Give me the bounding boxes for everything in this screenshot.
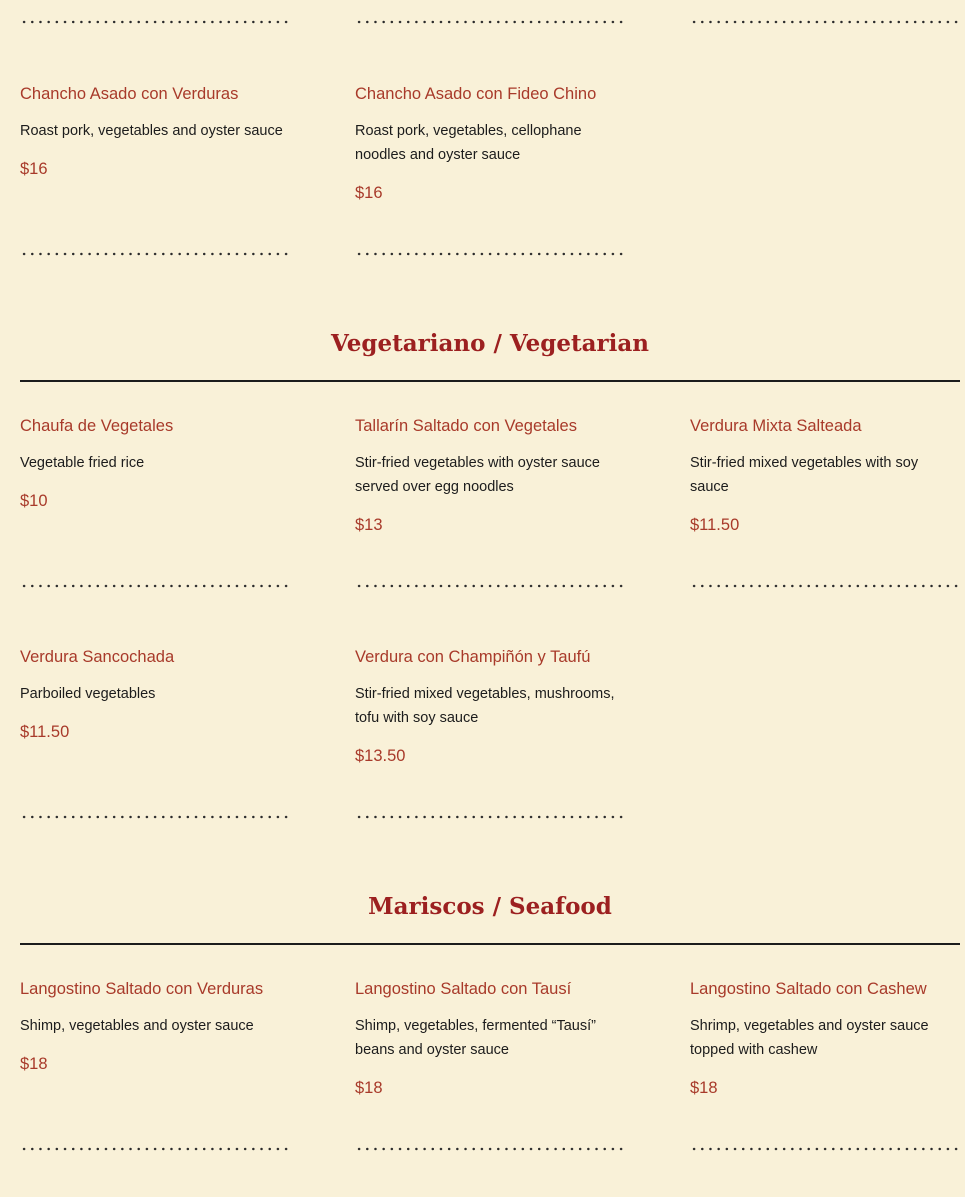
section-title-seafood: Mariscos / Seafood <box>368 893 612 920</box>
item-price: $13 <box>355 516 383 534</box>
item-name: Verdura con Champiñón y Taufú <box>355 648 591 666</box>
dotted-separator <box>690 20 960 24</box>
dotted-separator <box>355 252 625 256</box>
section-divider <box>20 943 960 945</box>
item-description: Shimp, vegetables and oyster sauce <box>20 1018 254 1034</box>
section-title-vegetarian: Vegetariano / Vegetarian <box>331 330 649 357</box>
item-name: Chaufa de Vegetales <box>20 417 174 435</box>
menu-item <box>690 979 950 1098</box>
item-price: $18 <box>20 1055 48 1073</box>
item-name: Verdura Sancochada <box>20 648 175 666</box>
item-name: Langostino Saltado con Verduras <box>20 980 264 998</box>
dotted-separator <box>20 252 290 256</box>
item-description: Roast pork, vegetables and oyster sauce <box>20 123 283 139</box>
menu-item <box>355 647 630 766</box>
item-name: Tallarín Saltado con Vegetales <box>355 417 577 435</box>
item-name: Chancho Asado con Verduras <box>20 85 239 103</box>
item-price: $16 <box>355 184 383 202</box>
dotted-separator <box>355 815 625 819</box>
item-price: $10 <box>20 492 48 510</box>
menu-item <box>355 979 625 1098</box>
item-name: Langostino Saltado con Tausí <box>355 980 572 998</box>
item-description: Shrimp, vegetables and oyster sauce topped with cashew <box>690 1018 929 1058</box>
dotted-separator <box>20 20 290 24</box>
menu-item <box>690 416 945 535</box>
menu-item <box>355 416 625 535</box>
dotted-separator <box>355 584 625 588</box>
item-description: Stir-fried mixed vegetables, mushrooms, tofu with soy sauce <box>355 686 615 726</box>
item-description: Roast pork, vegetables, cellophane noodles and oyster sauce <box>355 123 582 163</box>
menu-item <box>20 84 305 179</box>
item-name: Chancho Asado con Fideo Chino <box>355 85 597 103</box>
item-price: $18 <box>690 1079 718 1097</box>
item-price: $13.50 <box>355 747 406 765</box>
item-price: $16 <box>20 160 48 178</box>
menu-item <box>20 979 305 1074</box>
item-description: Stir-fried mixed vegetables with soy sauce <box>690 455 919 495</box>
dotted-separator <box>355 1147 625 1151</box>
dotted-separator <box>20 1147 290 1151</box>
dotted-separator <box>690 1147 960 1151</box>
item-description: Shimp, vegetables, fermented “Tausí” beans and oyster sauce <box>355 1018 596 1058</box>
item-name: Verdura Mixta Salteada <box>690 417 862 435</box>
item-description: Vegetable fried rice <box>20 455 145 471</box>
dotted-separator <box>20 584 290 588</box>
item-description: Stir-fried vegetables with oyster sauce served over egg noodles <box>355 455 600 495</box>
dotted-separator <box>20 815 290 819</box>
item-price: $11.50 <box>20 723 70 741</box>
item-name: Langostino Saltado con Cashew <box>690 980 927 998</box>
item-price: $11.50 <box>690 516 740 534</box>
menu-item <box>20 647 305 742</box>
menu-item <box>20 416 305 511</box>
item-price: $18 <box>355 1079 383 1097</box>
menu-item <box>355 84 615 203</box>
dotted-separator <box>355 20 625 24</box>
section-divider <box>20 380 960 382</box>
dotted-separator <box>690 584 960 588</box>
item-description: Parboiled vegetables <box>20 686 156 702</box>
